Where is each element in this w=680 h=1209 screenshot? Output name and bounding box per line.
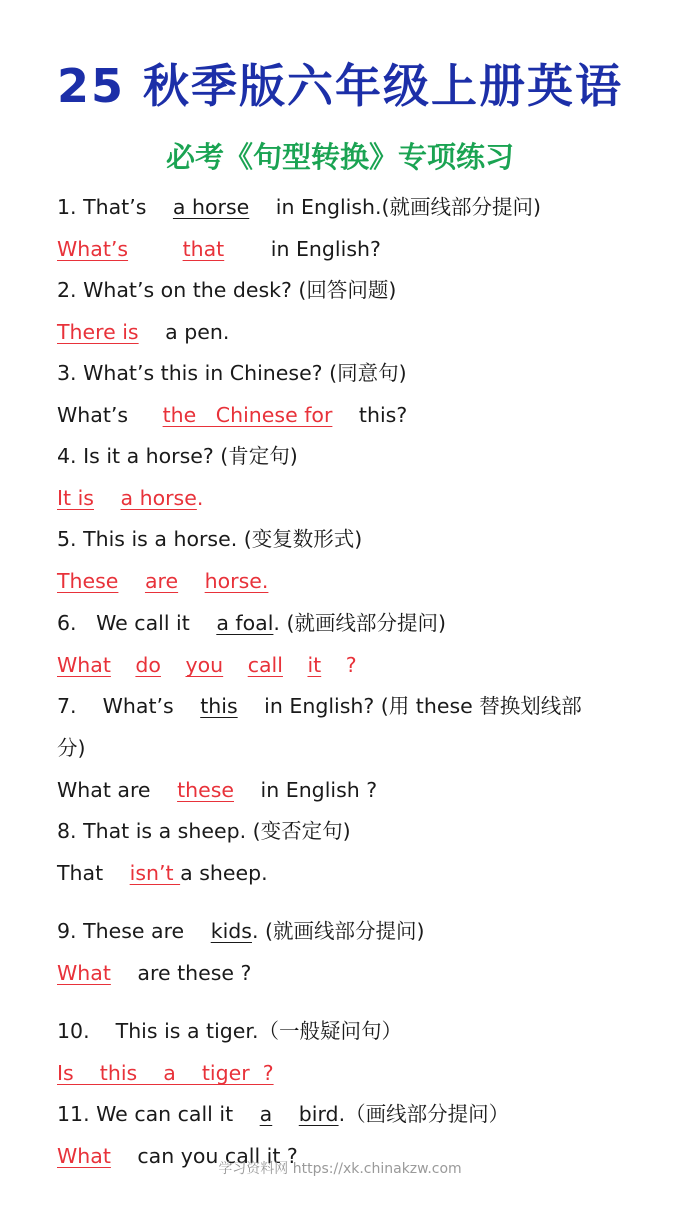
answer-word: are [144,569,179,593]
answer-word: call [247,653,283,677]
question-5: 5. This is a horse. (变复数形式) [57,527,363,551]
answer-text: can you call it ? [137,1144,298,1168]
question-4: 4. Is it a horse? (肯定句) [57,444,298,468]
answer-word: There is [57,320,139,344]
answer-text: What’s [57,403,129,427]
answer-text: What are [57,778,151,802]
answer-8 [57,860,268,886]
watermark-footer: 学习资料网 https://xk.chinakzw.com [218,1161,462,1177]
answer-7 [57,777,377,803]
answer-word: What [57,1144,111,1168]
answer-word: What [57,653,111,677]
question-text: . (就画线部分提问) [251,919,425,943]
answer-word: Is this a tiger ? [57,1061,274,1085]
question-text: 11. We can call it [57,1102,234,1126]
underlined-part: a foal [216,611,274,635]
question-text: in English? (用 these 替换划线部 [264,694,582,718]
answer-6 [57,652,357,678]
answer-word: these [177,778,234,802]
answer-word: the Chinese for [162,403,333,427]
answer-word: What [57,961,111,985]
question-6 [57,610,446,636]
answer-word: horse. [204,569,269,593]
answer-text: a pen. [165,320,230,344]
underlined-part: bird [298,1102,339,1126]
answer-word: What’s [57,237,129,261]
answer-text: a sheep. [180,861,268,885]
answer-text: in English? [270,237,381,261]
question-text: in English.(就画线部分提问) [275,195,542,219]
answer-text: in English ? [260,778,378,802]
underlined-part: this [200,694,238,718]
underlined-part: a horse [172,195,250,219]
answer-text: That [57,861,104,885]
answer-2 [57,319,229,345]
answer-9 [57,960,251,986]
answer-word: it [307,653,322,677]
question-text: .（画线部分提问） [338,1102,510,1126]
answer-text: this? [358,403,408,427]
answer-text: . [196,486,204,510]
answer-word: you [185,653,224,677]
answer-10 [57,1060,274,1086]
answer-3 [57,402,407,428]
answer-word: isn’t [129,861,181,885]
question-text: 1. That’s [57,195,147,219]
answer-word: ? [345,653,357,677]
question-text: 9. These are [57,919,185,943]
question-2: 2. What’s on the desk? (回答问题) [57,278,397,302]
question-text: 6. We call it [57,611,190,635]
answer-text: are these ? [137,961,252,985]
question-text: . (就画线部分提问) [273,611,446,635]
question-11 [57,1101,509,1127]
question-text: 7. What’s [57,694,174,718]
answer-1 [57,236,381,262]
question-9 [57,918,425,944]
underlined-part: kids [210,919,252,943]
answer-word: that [182,237,225,261]
answer-word: do [135,653,161,677]
question-3: 3. What’s this in Chinese? (同意句) [57,361,407,385]
question-7 [57,693,582,719]
underlined-part: a [259,1102,273,1126]
answer-4 [57,485,203,511]
answer-word: It is [57,486,94,510]
page-subtitle: 必考《句型转换》专项练习 [165,140,514,174]
question-7-continued: 分) [57,736,86,760]
answer-word: a horse [120,486,197,510]
question-8: 8. That is a sheep. (变否定句) [57,819,351,843]
page-title: 25 秋季版六年级上册英语 [56,59,624,113]
question-10: 10. This is a tiger.（一般疑问句） [57,1019,402,1043]
question-1 [57,194,541,220]
answer-5 [57,568,268,594]
answer-word: These [57,569,119,593]
